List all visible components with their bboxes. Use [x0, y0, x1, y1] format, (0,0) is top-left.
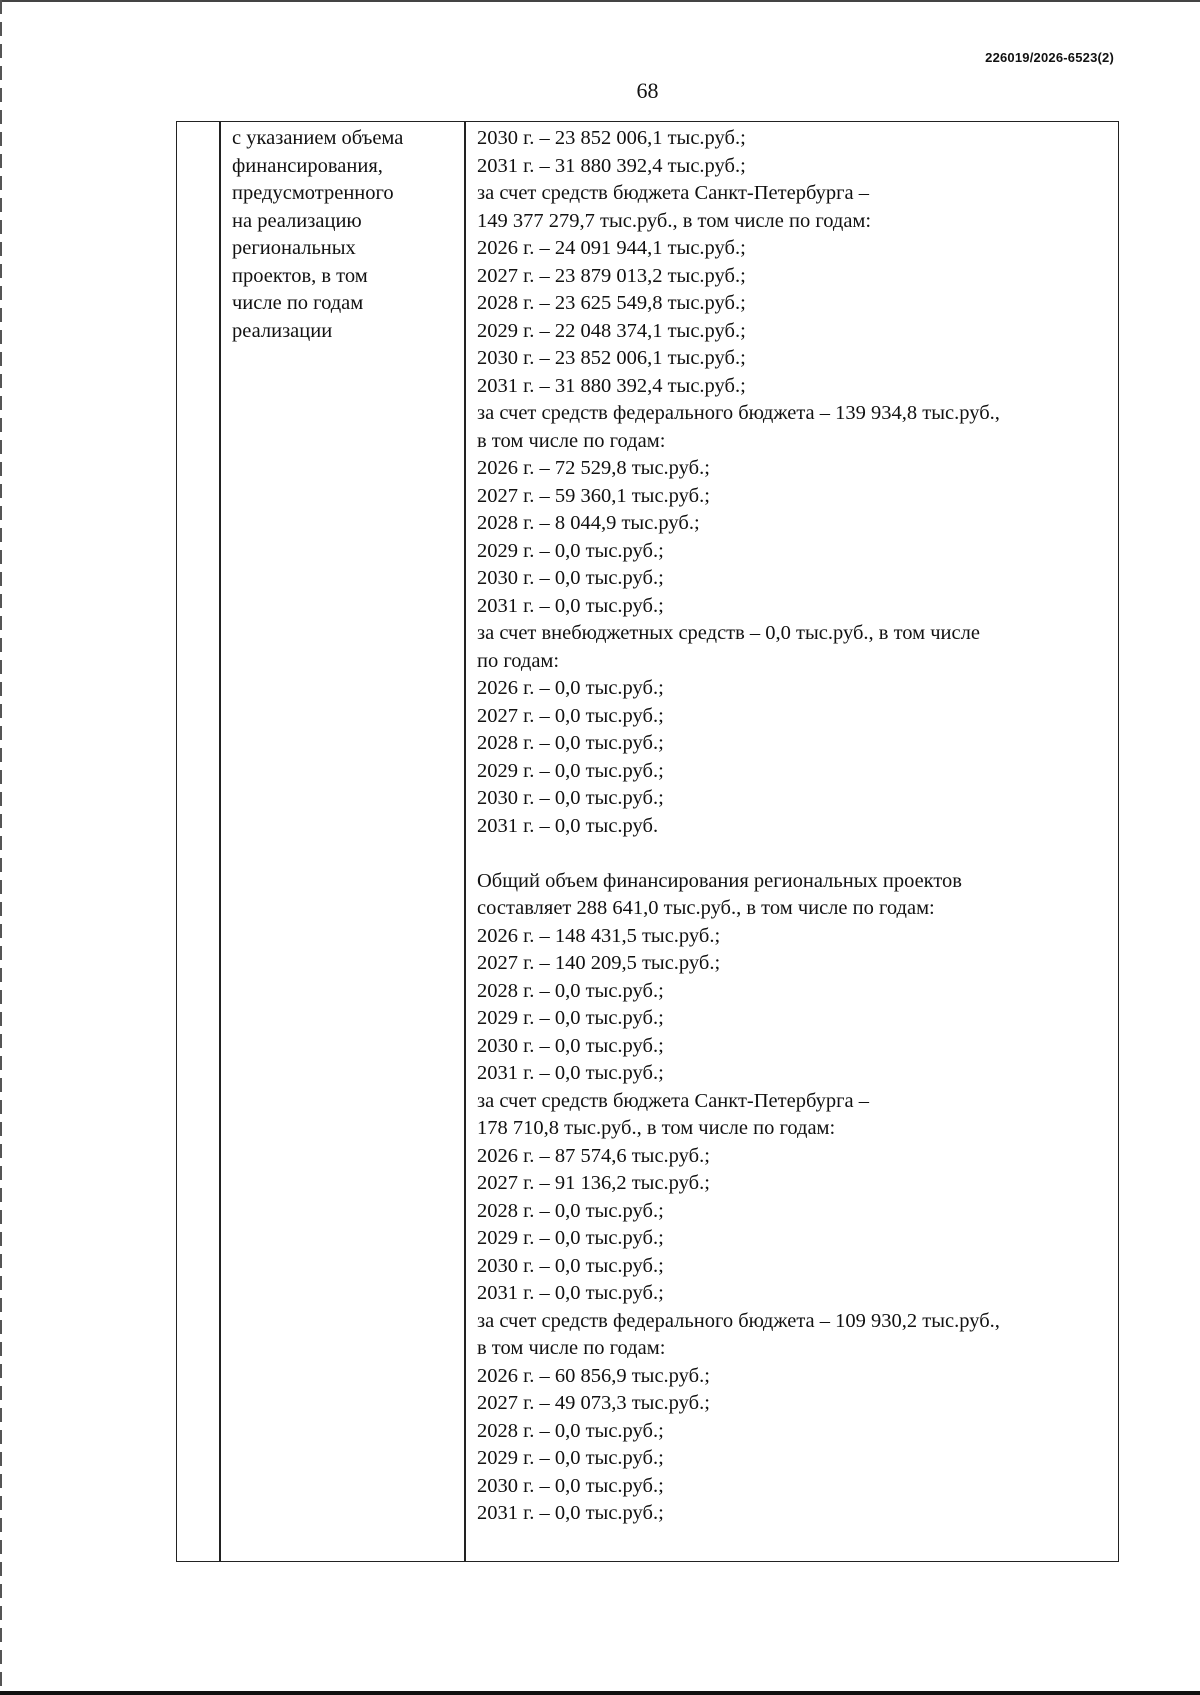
label-line: числе по годам — [232, 292, 364, 314]
table-content-cell — [477, 125, 1113, 1528]
label-line: на реализацию — [232, 209, 362, 232]
content-line: 2029 г. – 0,0 тыс.руб.; — [477, 1227, 664, 1249]
content-line: 2031 г. – 0,0 тыс.руб.; — [477, 1062, 664, 1084]
content-line: 2028 г. – 0,0 тыс.руб.; — [477, 1199, 664, 1222]
content-line: 2027 г. – 49 073,3 тыс.руб.; — [477, 1392, 710, 1414]
content-line: 2028 г. – 8 044,9 тыс.руб.; — [477, 512, 700, 534]
content-line: 2030 г. – 23 852 006,1 тыс.руб.; — [477, 347, 746, 369]
content-line: 2028 г. – 0,0 тыс.руб.; — [477, 732, 664, 754]
content-line: 2029 г. – 0,0 тыс.руб.; — [477, 1007, 664, 1029]
scan-border-top — [0, 0, 1200, 2]
content-line: 2027 г. – 0,0 тыс.руб.; — [477, 704, 664, 727]
content-line: за счет средств бюджета Санкт-Петербурга – — [477, 1089, 869, 1112]
label-line: реализации — [232, 319, 333, 342]
scan-border-bottom — [0, 1691, 1200, 1695]
content-line: 2030 г. – 0,0 тыс.руб.; — [477, 1474, 664, 1497]
content-line: 2029 г. – 22 048 374,1 тыс.руб.; — [477, 319, 746, 342]
content-line: в том числе по годам: — [477, 1337, 666, 1359]
content-line: 2026 г. – 72 529,8 тыс.руб.; — [477, 457, 710, 479]
content-line: в том числе по годам: — [477, 429, 666, 452]
table-column-divider — [219, 122, 221, 1561]
content-line: 2031 г. – 31 880 392,4 тыс.руб.; — [477, 374, 746, 397]
content-line: за счет внебюджетных средств – 0,0 тыс.руб., в том числе — [477, 622, 980, 644]
label-line: региональных — [232, 237, 356, 259]
content-line: 2031 г. – 0,0 тыс.руб.; — [477, 1502, 664, 1524]
content-line: 2030 г. – 0,0 тыс.руб.; — [477, 567, 664, 589]
table-column-divider — [464, 122, 466, 1561]
content-line: за счет средств федерального бюджета – 139 934,8 тыс.руб., — [477, 402, 1000, 424]
content-line: 2028 г. – 0,0 тыс.руб.; — [477, 979, 664, 1002]
table-label-cell — [232, 125, 458, 345]
content-line: 2026 г. – 24 091 944,1 тыс.руб.; — [477, 237, 746, 259]
label-line: с указанием объема — [232, 127, 404, 149]
content-line: 2026 г. – 87 574,6 тыс.руб.; — [477, 1144, 710, 1167]
content-line: по годам: — [477, 649, 560, 672]
content-line: за счет средств бюджета Санкт-Петербурга – — [477, 182, 869, 204]
content-line: 2028 г. – 0,0 тыс.руб.; — [477, 1419, 664, 1442]
content-line: 2027 г. – 91 136,2 тыс.руб.; — [477, 1172, 710, 1194]
page-number: 68 — [636, 78, 659, 103]
content-line: 2031 г. – 0,0 тыс.руб. — [477, 814, 659, 837]
document-id: 226019/2026-6523(2) — [985, 50, 1114, 65]
content-line: 2029 г. – 0,0 тыс.руб.; — [477, 539, 664, 562]
content-line: за счет средств федерального бюджета – 109 930,2 тыс.руб., — [477, 1309, 1000, 1332]
content-line: 2031 г. – 0,0 тыс.руб.; — [477, 594, 664, 617]
label-line: предусмотренного — [232, 182, 394, 204]
content-line: 2031 г. – 0,0 тыс.руб.; — [477, 1282, 664, 1304]
content-line: 2030 г. – 0,0 тыс.руб.; — [477, 1254, 664, 1277]
content-line: 2026 г. – 60 856,9 тыс.руб.; — [477, 1364, 710, 1387]
content-line: 2030 г. – 0,0 тыс.руб.; — [477, 787, 664, 809]
content-line: 2027 г. – 140 209,5 тыс.руб.; — [477, 952, 721, 974]
content-line: 2030 г. – 23 852 006,1 тыс.руб.; — [477, 127, 746, 149]
content-line: Общий объем финансирования региональных проектов — [477, 869, 962, 892]
content-line: составляет 288 641,0 тыс.руб., в том числе по годам: — [477, 897, 935, 919]
content-line: 2029 г. – 0,0 тыс.руб.; — [477, 1447, 664, 1469]
content-line: 2030 г. – 0,0 тыс.руб.; — [477, 1034, 664, 1057]
content-line: 2031 г. – 31 880 392,4 тыс.руб.; — [477, 154, 746, 177]
content-line: 2026 г. – 148 431,5 тыс.руб.; — [477, 924, 721, 947]
scan-border-left — [0, 0, 2, 1695]
paragraph-gap — [477, 840, 1113, 868]
content-line: 2026 г. – 0,0 тыс.руб.; — [477, 677, 664, 699]
content-line: 2027 г. – 59 360,1 тыс.руб.; — [477, 484, 710, 507]
content-line: 2028 г. – 23 625 549,8 тыс.руб.; — [477, 292, 746, 314]
financing-table — [176, 121, 1119, 1562]
label-line: проектов, в том — [232, 264, 368, 287]
content-line: 2029 г. – 0,0 тыс.руб.; — [477, 759, 664, 782]
content-line: 2027 г. – 23 879 013,2 тыс.руб.; — [477, 264, 746, 287]
content-line: 149 377 279,7 тыс.руб., в том числе по годам: — [477, 209, 872, 232]
content-line: 178 710,8 тыс.руб., в том числе по годам: — [477, 1117, 836, 1139]
label-line: финансирования, — [232, 154, 383, 177]
